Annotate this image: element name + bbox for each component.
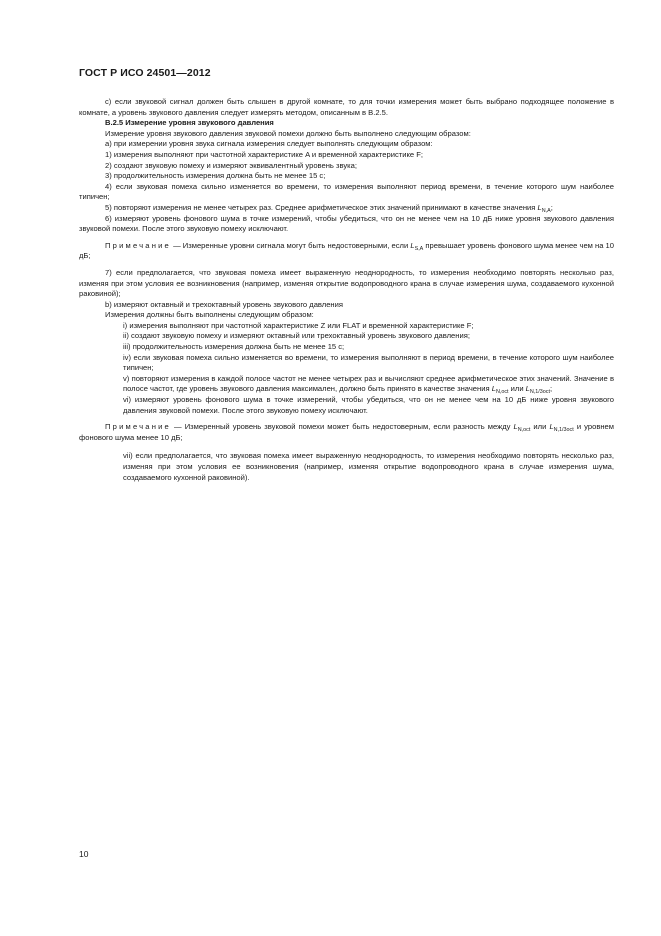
note-1-symbol: L (410, 240, 415, 250)
note-1-text-1: — Измеренные уровни сигнала могут быть недостоверными, если (170, 240, 411, 250)
paragraph-c: c) если звуковой сигнал должен быть слышен в другой комнате, то для точки измерения может быть выбрано подходящее положение в комнате, а уровень звукового давления следует измерять методом, описанным в B.2.5. (79, 97, 614, 117)
bv-symbol-2: L (525, 384, 530, 394)
list-item-b-vii: vii) если предполагается, что звуковая помеха имеет выраженную неоднородность, то измерения необходимо повторять несколько раз, изменяя при этом условия ее возникновения (например, изменяя открытие водопроводного крана в случае измерения шума, создаваемого кухонной раковиной). (123, 451, 614, 482)
note-2-subscript-1: N,oct (517, 427, 531, 434)
list-item-a4: 4) если звуковая помеха сильно изменяется во времени, то измерения выполняют период времени, в течение которого шум наиболее типичен; (79, 181, 614, 202)
bv-subscript-2: N,1/3oct (529, 389, 550, 396)
a5-end: ; (550, 202, 553, 212)
list-item-a3: 3) продолжительность измерения должна быть не менее 15 с; (105, 171, 326, 181)
a5-text: 5) повторяют измерения не менее четырех раз. Среднее арифметическое этих значений принимают в качестве значения (105, 202, 538, 212)
bv-or: или (508, 384, 526, 394)
list-item-b-iv: iv) если звуковая помеха сильно изменяется во времени, то измерения выполняют в период времени, в течение которого шум наиболее типичен; (123, 352, 614, 373)
document-body (79, 97, 614, 483)
note-2-subscript-2: N,1/3oct (553, 427, 574, 434)
bv-end: ; (549, 384, 553, 394)
note-2-symbol-2: L (549, 422, 554, 432)
section-heading-b25: B.2.5 Измерение уровня звукового давления (105, 118, 274, 128)
note-2-symbol-1: L (513, 422, 518, 432)
note-2 (79, 422, 614, 443)
note-2-label: Примечание (105, 422, 171, 432)
note-1-label: Примечание (105, 240, 171, 250)
list-item-b-v (79, 374, 614, 395)
paragraph-intro: Измерение уровня звукового давления звуковой помехи должно быть выполнено следующим образом: (105, 128, 471, 138)
note-2-text-1: — Измеренный уровень звуковой помехи может быть недостоверным, если разность между (170, 422, 514, 432)
bv-text: v) повторяют измерения в каждой полосе частот не менее четырех раз и вычисляют среднее арифметическое этих значений. Значение в полосе частот, где уровень звукового давления максимален, должно быть принято в качестве значения (123, 373, 614, 394)
note-1-text-2: превышает уровень фонового шума менее чем на 10 дБ; (79, 240, 614, 261)
list-item-b-vi: vi) измеряют уровень фонового шума в точке измерений, чтобы убедиться, что он не менее чем на 10 дБ ниже уровня звукового давления звуковой помехи. После этого звуковую помеху исключают. (123, 395, 614, 415)
list-item-a7: 7) если предполагается, что звуковая помеха имеет выраженную неоднородность, то измерения необходимо повторять несколько раз, изменяя при этом условия ее возникновения (например, изменяя открытие водопроводного крана в случае измерения шума, создаваемого кухонной раковиной); (79, 267, 614, 299)
list-item-b-iii: iii) продолжительность измерения должна быть не менее 15 с; (123, 342, 345, 352)
a5-symbol: L (537, 202, 542, 212)
list-item-b-i: i) измерения выполняют при частотной характеристике Z или FLAT и временной характеристике F; (123, 320, 474, 330)
note-2-or: или (530, 422, 550, 432)
bv-subscript-1: N,oct (495, 389, 509, 396)
list-item-b-ii: ii) создают звуковую помеху и измеряют октавный или трехоктавный уровень звукового давления; (123, 331, 470, 341)
page-number: 10 (79, 849, 89, 859)
a5-subscript: N,A (541, 207, 551, 214)
list-item-b: b) измеряют октавный и трехоктавный уровень звукового давления (105, 299, 343, 309)
note-1-subscript: S,A (414, 245, 424, 252)
list-item-a: a) при измерении уровня звука сигнала измерения следует выполнять следующим образом: (105, 139, 433, 149)
page-header-title: ГОСТ Р ИСО 24501—2012 (79, 67, 211, 79)
list-item-a5 (79, 203, 614, 214)
list-item-a6: 6) измеряют уровень фонового шума в точке измерений, чтобы убедиться, что он не менее чем на 10 дБ ниже уровня звукового давления звуковой помехи. После этого звуковую помеху исключают. (79, 213, 614, 234)
paragraph-b-intro: Измерения должны быть выполнены следующим образом: (105, 310, 314, 320)
note-2-text-2: и уровнем фонового шума менее 10 дБ; (79, 422, 614, 442)
note-1 (79, 241, 614, 262)
bv-symbol-1: L (491, 384, 496, 394)
list-item-a2: 2) создают звуковую помеху и измеряют эквивалентный уровень звука; (105, 160, 357, 170)
list-item-a1: 1) измерения выполняют при частотной характеристике A и временной характеристике F; (105, 149, 424, 159)
